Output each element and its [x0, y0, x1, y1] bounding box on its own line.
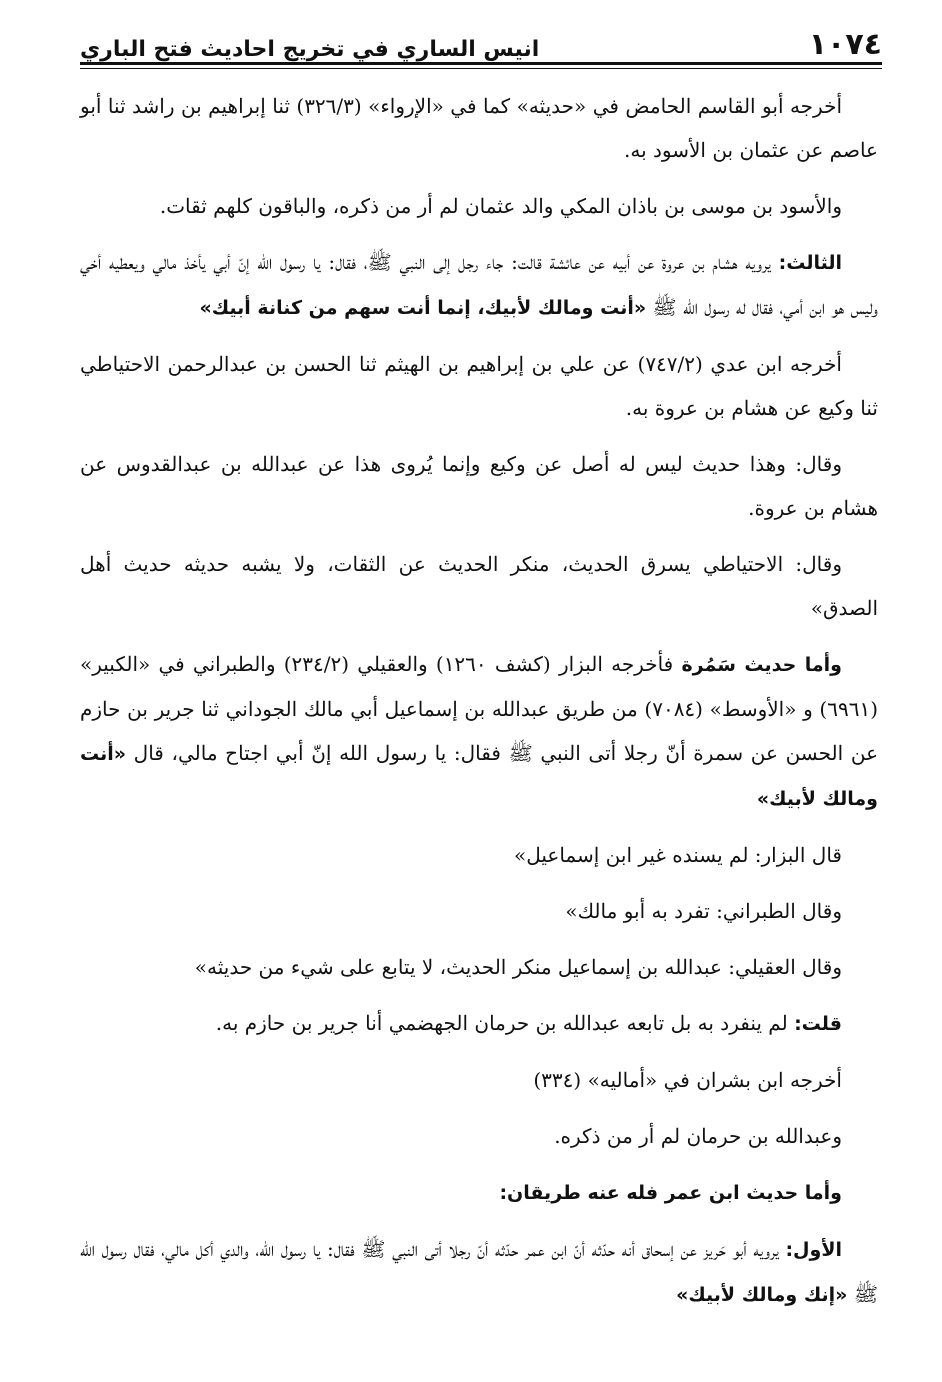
page-body — [80, 84, 878, 1329]
paragraph-text: لم ينفرد به بل تابعه عبدالله بن حرمان الجهضمي أنا جرير بن حازم به. — [215, 1011, 795, 1035]
paragraph-text: وقال الطبراني: تفرد به أبو مالك» — [565, 899, 842, 923]
paragraph-lead: الأول: — [785, 1239, 842, 1261]
section-heading — [80, 1170, 878, 1215]
paragraph-text: وقال: وهذا حديث ليس له أصل عن وكيع وإنما يُروى هذا عن عبدالله بن عبدالقدوس عن هشام بن عروة. — [80, 452, 878, 520]
running-title: انيس الساري في تخريج احاديث فتح الباري — [80, 37, 540, 62]
paragraph — [80, 342, 878, 430]
paragraph-text: قال البزار: لم يسنده غير ابن إسماعيل» — [513, 843, 842, 867]
paragraph — [80, 642, 878, 821]
paragraph — [80, 945, 878, 989]
paragraph-text: وقال العقيلي: عبدالله بن إسماعيل منكر الحديث، لا يتابع على شيء من حديثه» — [194, 955, 842, 979]
paragraph-text: وعبدالله بن حرمان لم أر من ذكره. — [554, 1124, 842, 1148]
paragraph-text: أخرجه ابن بشران في «أماليه» (٣٣٤) — [533, 1068, 842, 1092]
header-rule-thin — [80, 68, 882, 69]
paragraph-lead: قلت: — [794, 1013, 842, 1035]
paragraph — [80, 1114, 878, 1158]
paragraph — [80, 833, 878, 877]
paragraph — [80, 889, 878, 933]
paragraph — [80, 184, 878, 228]
hadith-quote: «إنك ومالك لأبيك» — [676, 1284, 848, 1306]
paragraph-text: وقال: الاحتياطي يسرق الحديث، منكر الحديث عن الثقات، ولا يشبه حديثه حديث أهل الصدق» — [80, 552, 878, 620]
paragraph-text: أخرجه أبو القاسم الحامض في «حديثه» كما في «الإرواء» (٣٢٦/٣) ثنا إبراهيم بن راشد ثنا أبو عاصم عن عثمان بن الأسود به. — [80, 94, 878, 162]
paragraph — [80, 1227, 878, 1317]
heading-text: وأما حديث ابن عمر فله عنه طريقان: — [499, 1182, 842, 1204]
header-rule-thick — [80, 62, 882, 65]
paragraph-text: والأسود بن موسى بن باذان المكي والد عثمان لم أر من ذكره، والباقون كلهم ثقات. — [159, 194, 842, 218]
paragraph — [80, 84, 878, 172]
paragraph-lead: وأما حديث سَمُرة — [681, 654, 842, 676]
page-number: ١٠٧٤ — [808, 27, 882, 62]
paragraph-text: يرويه أبو حَريز عن إسحاق أنه حدّثه أنّ ابن عمر حدّثه أنّ رجلا أتى النبي ﷺ فقال: يا رسول الله، والدي أكل مالي، فقال رسول الله ﷺ — [80, 1237, 878, 1306]
hadith-quote: «أنت ومالك لأبيك، إنما أنت سهم من كنانة أبيك» — [199, 297, 647, 319]
paragraph-text: أخرجه ابن عدي (٧٤٧/٢) عن علي بن إبراهيم بن الهيثم ثنا الحسن بن عبدالرحمن الاحتياطي ثنا وكيع عن هشام بن عروة به. — [80, 352, 878, 420]
paragraph-text: فأخرجه البزار (كشف ١٢٦٠) والعقيلي (٢٣٤/٢) والطبراني في «الكبير» (٦٩٦١) و «الأوسط» (٧٠٨٤) من طريق عبدالله بن إسماعيل أبي مالك الجوداني ثنا جرير بن حازم عن الحسن عن سمرة أنّ رجلا أتى النبي ﷺ فقال: يا رسول الله إنّ أبي اجتاح مالي، قال — [80, 652, 878, 765]
paragraph — [80, 240, 878, 330]
paragraph — [80, 1058, 878, 1102]
paragraph — [80, 442, 878, 530]
paragraph-text: يرويه هشام بن عروة عن أبيه عن عائشة قالت: جاء رجل إلى النبي ﷺ، فقال: يا رسول الله إنّ أبي يأخذ مالي ويعطيه أخي وليس هو ابن أمي، فقال له رسول الله ﷺ — [80, 250, 878, 319]
page-header — [80, 14, 882, 62]
paragraph-lead: الثالث: — [778, 252, 842, 274]
paragraph — [80, 1001, 878, 1046]
paragraph — [80, 542, 878, 630]
hadith-quote: «أنت ومالك لأبيك» — [80, 743, 878, 810]
